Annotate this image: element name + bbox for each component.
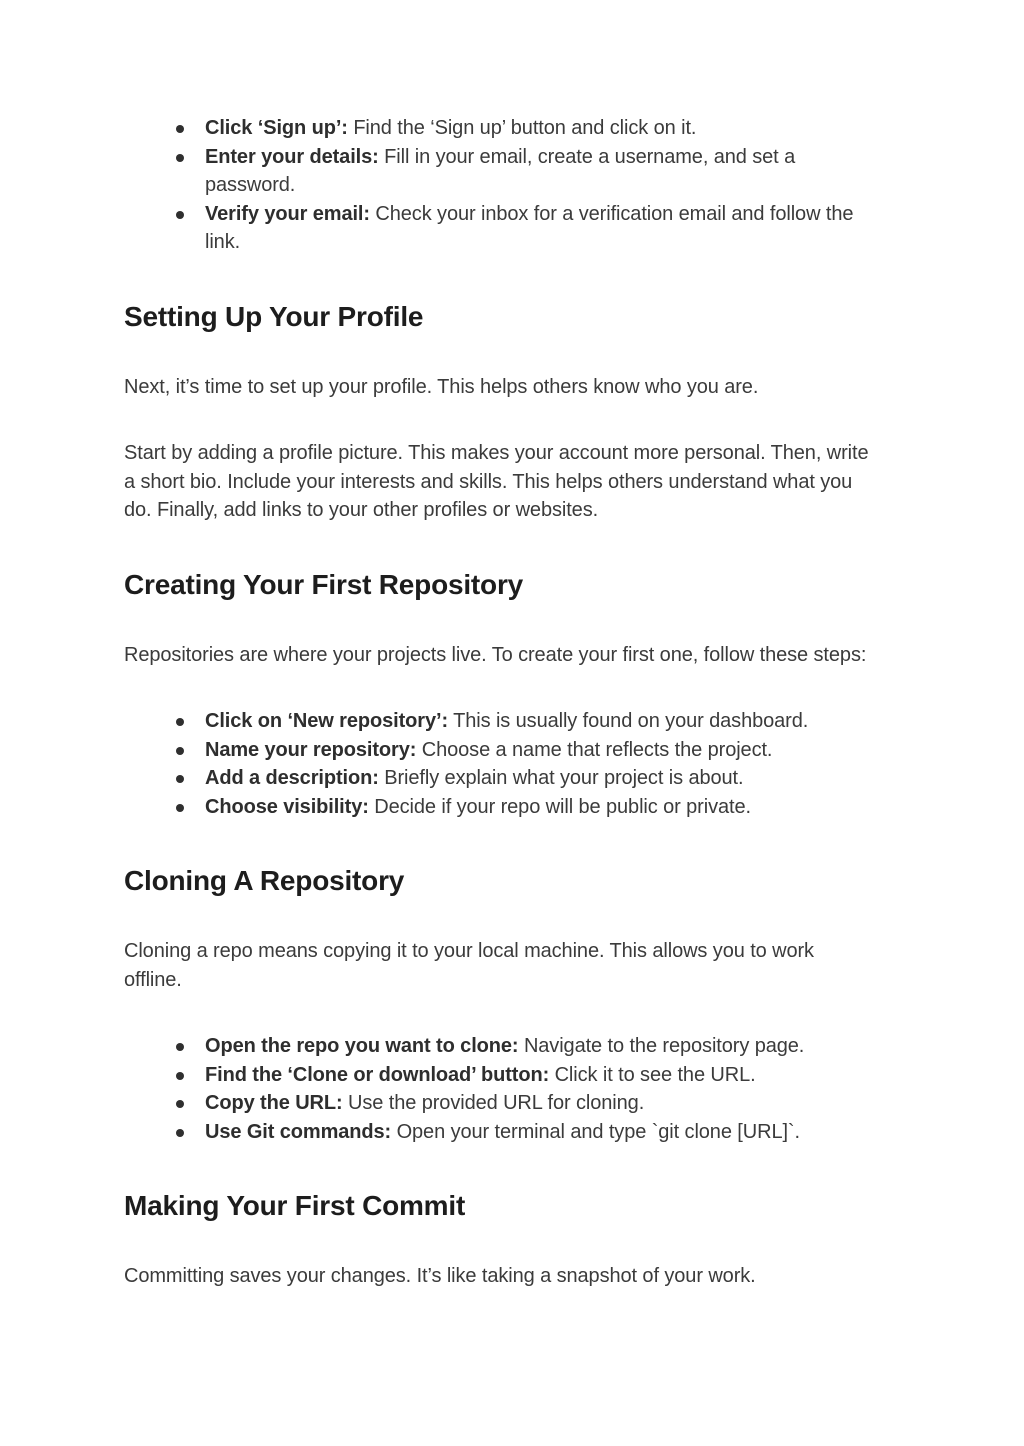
text-line	[205, 707, 904, 736]
paragraph-repo-intro	[124, 641, 904, 670]
repo-steps-list	[124, 707, 904, 821]
text-line	[205, 793, 904, 822]
bullet-icon	[176, 747, 184, 755]
list-item-label: Choose visibility:	[205, 795, 369, 818]
bullet-icon	[176, 775, 184, 783]
text-line: Repositories are where your projects live. To create your first one, follow these steps:	[124, 643, 867, 666]
bullet-icon	[176, 804, 184, 812]
text-line	[205, 764, 904, 793]
list-item-desc: Navigate to the repository page.	[518, 1035, 805, 1057]
list-item-label: Find the ‘Clone or download’ button:	[205, 1063, 550, 1086]
text-line: Next, it’s time to set up your profile. This helps others know who you are.	[124, 375, 759, 398]
text-line	[205, 114, 904, 143]
text-line	[205, 1061, 904, 1090]
text-line: Start by adding a profile picture. This makes your account more personal. Then, write	[124, 442, 869, 464]
cloning-steps-list	[124, 1032, 904, 1146]
list-item	[124, 200, 904, 257]
bullet-icon	[176, 1043, 184, 1051]
list-item-desc: Click it to see the URL.	[549, 1063, 756, 1086]
list-item	[124, 1089, 904, 1118]
text-line: offline.	[124, 968, 182, 991]
text-line: link.	[205, 231, 241, 253]
list-item-desc: Use the provided URL for cloning.	[342, 1092, 645, 1114]
list-item-label: Copy the URL:	[205, 1092, 343, 1114]
list-item-desc: Fill in your email, create a username, and set a	[378, 145, 796, 168]
bullet-icon	[176, 1072, 184, 1080]
list-item-label: Click ‘Sign up’:	[205, 117, 348, 139]
paragraph-profile-details	[124, 439, 904, 525]
list-item	[124, 764, 904, 793]
list-item	[124, 1118, 904, 1147]
bullet-icon	[176, 1129, 184, 1137]
list-item-label: Use Git commands:	[205, 1120, 392, 1143]
list-item-desc: Choose a name that reflects the project.	[416, 738, 773, 761]
text-line: password.	[205, 174, 296, 196]
paragraph-cloning-intro	[124, 937, 904, 994]
text-line	[205, 736, 904, 765]
list-item	[124, 143, 904, 200]
text-line	[205, 143, 904, 172]
list-item	[124, 114, 904, 143]
list-item-label: Open the repo you want to clone:	[205, 1035, 519, 1057]
section-heading-first-repository: Creating Your First Repository	[124, 568, 524, 600]
text-line: Committing saves your changes. It’s like taking a snapshot of your work.	[124, 1265, 756, 1287]
signup-steps-list	[124, 114, 904, 257]
section-heading-setting-up-profile: Setting Up Your Profile	[124, 300, 424, 332]
bullet-icon	[176, 211, 184, 219]
bullet-icon	[176, 154, 184, 162]
section-heading-first-commit: Making Your First Commit	[124, 1190, 466, 1221]
list-item-label: Verify your email:	[205, 202, 370, 225]
list-item-desc: Check your inbox for a verification email and follow the	[369, 202, 854, 225]
text-line	[205, 1089, 904, 1118]
text-line: do. Finally, add links to your other profiles or websites.	[124, 499, 599, 521]
bullet-icon	[176, 1100, 184, 1108]
list-item-desc: Decide if your repo will be public or private.	[368, 795, 751, 818]
list-item	[124, 1061, 904, 1090]
text-line	[205, 1032, 904, 1061]
list-item-desc: Find the ‘Sign up’ button and click on it.	[347, 117, 697, 139]
list-item-desc: This is usually found on your dashboard.	[448, 710, 809, 732]
list-item-label: Name your repository:	[205, 738, 417, 761]
list-item	[124, 1032, 904, 1061]
list-item-desc: Briefly explain what your project is about.	[378, 767, 744, 789]
list-item-label: Add a description:	[205, 767, 379, 789]
section-heading-cloning-repository: Cloning A Repository	[124, 865, 405, 896]
list-item	[124, 793, 904, 822]
paragraph-commit-intro	[124, 1262, 904, 1291]
text-line	[205, 1118, 904, 1147]
list-item	[124, 736, 904, 765]
list-item-label: Click on ‘New repository’:	[205, 710, 449, 732]
list-item	[124, 707, 904, 736]
paragraph-profile-intro	[124, 373, 904, 402]
list-item-label: Enter your details:	[205, 145, 379, 168]
text-line	[205, 200, 904, 229]
text-line: Cloning a repo means copying it to your local machine. This allows you to work	[124, 940, 814, 962]
bullet-icon	[176, 718, 184, 726]
list-item-desc: Open your terminal and type `git clone [URL]`.	[391, 1120, 800, 1143]
text-line: a short bio. Include your interests and skills. This helps others understand what you	[124, 470, 853, 493]
bullet-icon	[176, 125, 184, 133]
